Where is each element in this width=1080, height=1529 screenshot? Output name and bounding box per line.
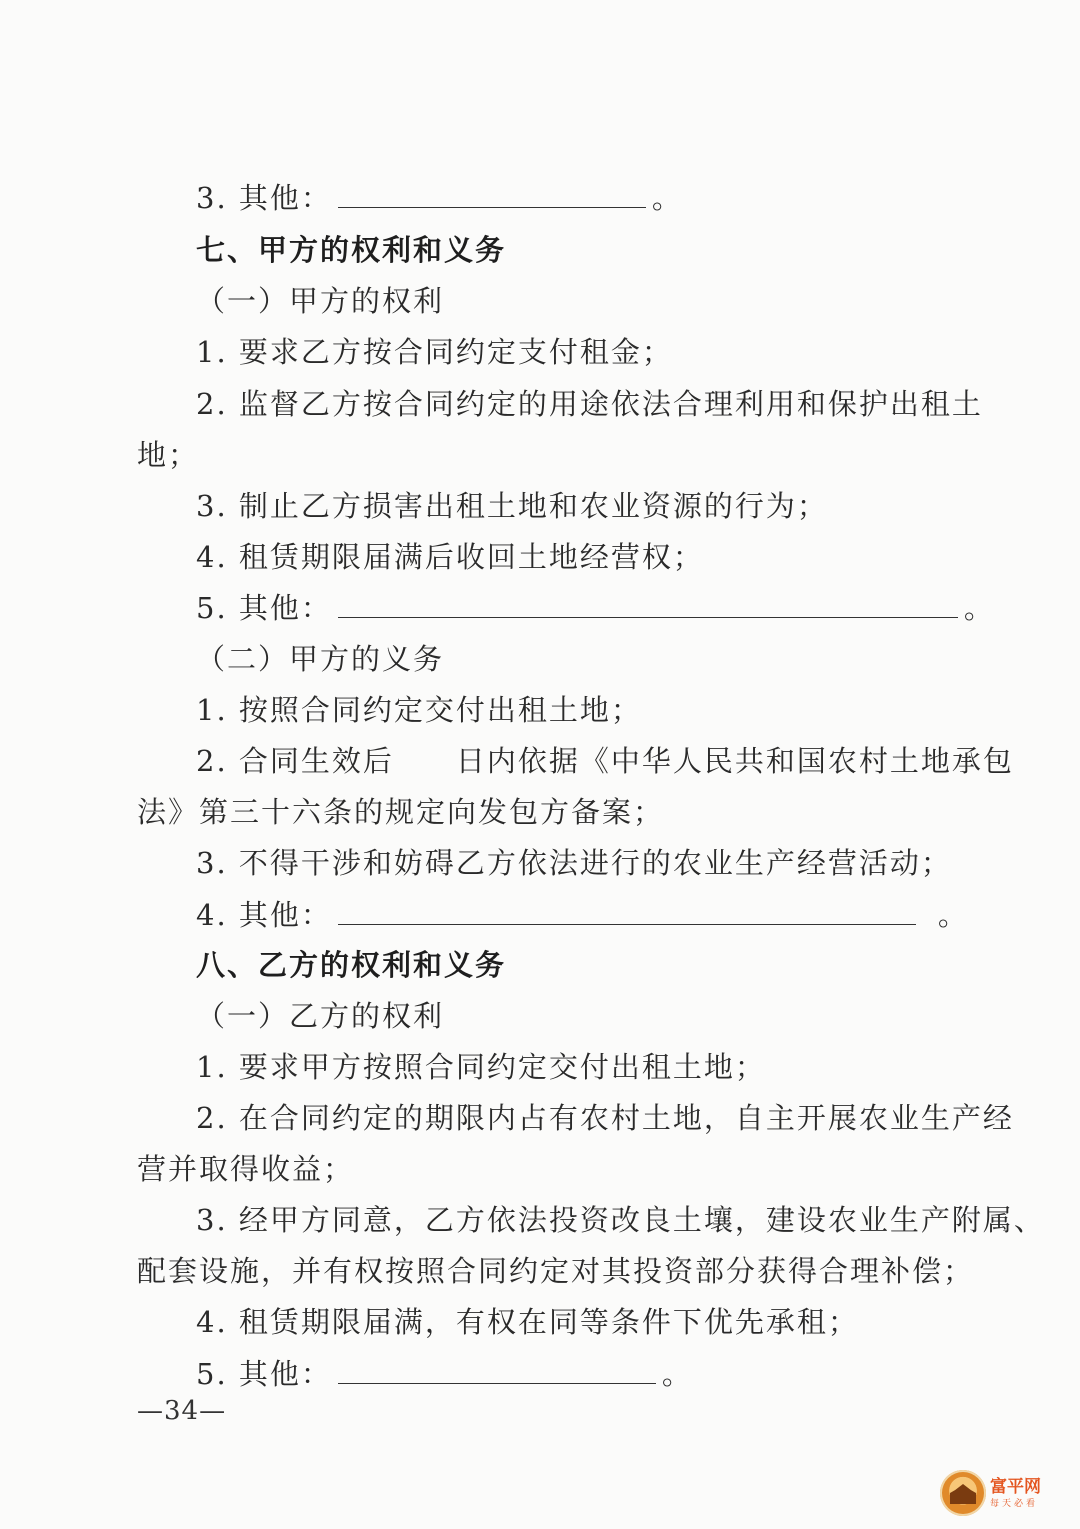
section-heading-party-b: 八、乙方的权利和义务 [196,948,507,982]
clause-line: 3. 不得干涉和妨碍乙方依法进行的农业生产经营活动； [196,846,952,880]
clause-line: 4. 租赁期限届满，有权在同等条件下优先承租； [196,1305,859,1339]
clause-line: 2. 监督乙方按合同约定的用途依法合理利用和保护出租土 [196,387,983,421]
fill-in-blank [338,1357,656,1384]
section-heading-party-a: 七、甲方的权利和义务 [196,233,507,267]
line-other-5: 5. 其他： 。 [196,591,995,625]
subheading-party-a-duties: （二）甲方的义务 [196,642,445,676]
clause-line: 1. 要求甲方按照合同约定交付出租土地； [196,1050,766,1084]
line-other-3: 3. 其他： 。 [196,181,683,215]
clause-line-continued: 营并取得收益； [137,1152,355,1186]
clause-line: 4. 租赁期限届满后收回土地经营权； [196,540,704,574]
fill-in-blank [338,898,916,925]
clause-line: 3. 制止乙方损害出租土地和农业资源的行为； [196,489,828,523]
watermark-title: 富平网 [990,1476,1041,1497]
line-other-5b: 5. 其他： 。 [196,1357,693,1391]
clause-line: 3. 经甲方同意，乙方依法投资改良土壤，建设农业生产附属、 [196,1203,1045,1237]
clause-line: 1. 按照合同约定交付出租土地； [196,693,642,727]
clause-line-continued: 法》第三十六条的规定向发包方备案； [137,795,665,829]
clause-line-continued: 地； [137,438,200,472]
building-logo-icon [940,1470,986,1516]
watermark-subtitle: 每天必看 [990,1498,1039,1509]
subheading-party-b-rights: （一）乙方的权利 [196,999,445,1033]
clause-line: 2. 合同生效后 日内依据《中华人民共和国农村土地承包 [196,744,1014,778]
fill-in-blank [338,591,958,618]
line-other-4: 4. 其他： 。 [196,898,969,932]
clause-line: 2. 在合同约定的期限内占有农村土地，自主开展农业生产经 [196,1101,1014,1135]
clause-line-continued: 配套设施，并有权按照合同约定对其投资部分获得合理补偿； [137,1254,975,1288]
subheading-party-a-rights: （一）甲方的权利 [196,284,445,318]
fill-in-blank [338,181,646,208]
clause-line: 1. 要求乙方按合同约定支付租金； [196,335,673,369]
site-watermark [940,1468,1060,1518]
page-number: —34— [137,1396,227,1426]
